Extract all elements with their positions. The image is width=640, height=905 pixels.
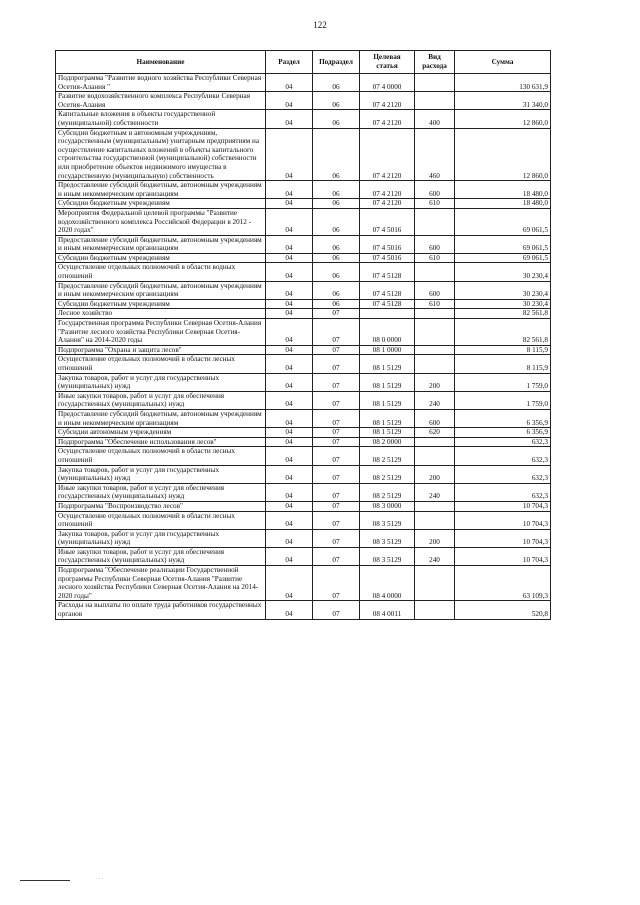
cell-section: 04 <box>266 128 313 181</box>
table-row <box>56 181 551 199</box>
cell-sum: 10 704,3 <box>455 501 551 511</box>
cell-name: Предоставление субсидий бюджетным, автономным учреждениям и иным некоммерческим организациям <box>56 181 266 199</box>
cell-target-article: 07 4 5016 <box>360 208 415 235</box>
cell-expense-type: 200 <box>415 373 455 391</box>
cell-sum: 6 356,9 <box>455 409 551 427</box>
cell-name: Подпрограмма "Воспроизводство лесов" <box>56 501 266 511</box>
cell-expense-type: 240 <box>415 483 455 501</box>
cell-section: 04 <box>266 501 313 511</box>
cell-expense-type: 610 <box>415 299 455 309</box>
cell-target-article: 08 1 5129 <box>360 391 415 409</box>
cell-subsection: 07 <box>313 601 360 619</box>
cell-name: Предоставление субсидий бюджетным, автономным учреждениям и иным некоммерческим организациям <box>56 281 266 299</box>
cell-sum: 10 704,3 <box>455 529 551 547</box>
table-row <box>56 465 551 483</box>
cell-section: 04 <box>266 208 313 235</box>
cell-subsection: 07 <box>313 373 360 391</box>
cell-target-article: 07 4 5016 <box>360 235 415 253</box>
cell-section: 04 <box>266 309 313 319</box>
cell-name: Иные закупки товаров, работ и услуг для обеспечения государственных (муниципальных) нужд <box>56 547 266 565</box>
cell-subsection: 07 <box>313 428 360 438</box>
cell-sum: 69 061,5 <box>455 235 551 253</box>
cell-section: 04 <box>266 253 313 263</box>
cell-name: Капитальные вложения в объекты государственной (муниципальной) собственности <box>56 110 266 128</box>
table-row <box>56 128 551 181</box>
table-row <box>56 483 551 501</box>
cell-section: 04 <box>266 601 313 619</box>
cell-sum: 82 561,8 <box>455 309 551 319</box>
cell-expense-type: 200 <box>415 465 455 483</box>
cell-subsection: 06 <box>313 263 360 281</box>
cell-expense-type <box>415 601 455 619</box>
table-row <box>56 373 551 391</box>
cell-expense-type: 240 <box>415 391 455 409</box>
cell-subsection: 07 <box>313 391 360 409</box>
cell-target-article: 08 1 5129 <box>360 355 415 373</box>
cell-section: 04 <box>266 529 313 547</box>
cell-section: 04 <box>266 281 313 299</box>
cell-expense-type: 240 <box>415 547 455 565</box>
cell-subsection: 07 <box>313 309 360 319</box>
cell-target-article: 08 4 0011 <box>360 601 415 619</box>
cell-subsection: 07 <box>313 319 360 346</box>
cell-sum: 30 230,4 <box>455 263 551 281</box>
cell-subsection: 06 <box>313 281 360 299</box>
header-expense-type: Вид расхода <box>415 51 455 74</box>
cell-expense-type <box>415 511 455 529</box>
cell-expense-type <box>415 92 455 110</box>
cell-target-article: 07 4 5128 <box>360 263 415 281</box>
cell-sum: 30 230,4 <box>455 281 551 299</box>
cell-subsection: 06 <box>313 199 360 209</box>
table-row <box>56 235 551 253</box>
cell-target-article: 08 2 0000 <box>360 437 415 447</box>
cell-expense-type <box>415 208 455 235</box>
cell-name: Иные закупки товаров, работ и услуг для обеспечения государственных (муниципальных) нужд <box>56 483 266 501</box>
cell-sum: 31 340,0 <box>455 92 551 110</box>
cell-name: Осуществление отдельных полномочий в области водных отношений <box>56 263 266 281</box>
table-row <box>56 437 551 447</box>
cell-sum: 63 109,3 <box>455 566 551 601</box>
cell-name: Субсидии автономным учреждениям <box>56 428 266 438</box>
cell-expense-type: 600 <box>415 409 455 427</box>
cell-section: 04 <box>266 199 313 209</box>
cell-subsection: 07 <box>313 465 360 483</box>
cell-name: Субсидии бюджетным учреждениям <box>56 253 266 263</box>
table-row <box>56 92 551 110</box>
table-row <box>56 547 551 565</box>
cell-subsection: 07 <box>313 409 360 427</box>
cell-section: 04 <box>266 409 313 427</box>
table-body <box>56 74 551 620</box>
cell-sum: 18 480,0 <box>455 181 551 199</box>
cell-name: Государственная программа Республики Северная Осетия-Алания "Развитие лесного хозяйства Республики Северная Осетия-Алания" на 2014-2020 годы <box>56 319 266 346</box>
cell-subsection: 06 <box>313 128 360 181</box>
cell-expense-type <box>415 501 455 511</box>
cell-section: 04 <box>266 483 313 501</box>
cell-target-article: 07 4 2120 <box>360 92 415 110</box>
cell-section: 04 <box>266 511 313 529</box>
cell-expense-type <box>415 355 455 373</box>
table-row <box>56 601 551 619</box>
cell-expense-type: 610 <box>415 199 455 209</box>
cell-subsection: 07 <box>313 437 360 447</box>
cell-target-article: 08 1 0000 <box>360 345 415 355</box>
cell-sum: 130 631,9 <box>455 74 551 92</box>
cell-section: 04 <box>266 235 313 253</box>
cell-subsection: 07 <box>313 529 360 547</box>
cell-subsection: 06 <box>313 92 360 110</box>
table-row <box>56 447 551 465</box>
cell-section: 04 <box>266 345 313 355</box>
footer-mark: · · · <box>96 877 104 882</box>
cell-target-article: 08 1 5129 <box>360 373 415 391</box>
cell-subsection: 06 <box>313 253 360 263</box>
cell-sum: 1 759,0 <box>455 391 551 409</box>
cell-target-article: 07 4 5016 <box>360 253 415 263</box>
cell-section: 04 <box>266 299 313 309</box>
cell-target-article: 08 3 5129 <box>360 511 415 529</box>
cell-sum: 10 704,3 <box>455 511 551 529</box>
cell-sum: 69 061,5 <box>455 208 551 235</box>
cell-expense-type: 400 <box>415 110 455 128</box>
table-row <box>56 263 551 281</box>
cell-name: Субсидии бюджетным учреждениям <box>56 199 266 209</box>
cell-expense-type: 620 <box>415 428 455 438</box>
cell-subsection: 06 <box>313 235 360 253</box>
cell-sum: 30 230,4 <box>455 299 551 309</box>
cell-section: 04 <box>266 437 313 447</box>
cell-sum: 12 860,0 <box>455 128 551 181</box>
cell-sum: 632,3 <box>455 437 551 447</box>
cell-expense-type <box>415 566 455 601</box>
cell-name: Предоставление субсидий бюджетным, автономным учреждениям и иным некоммерческим организациям <box>56 235 266 253</box>
cell-target-article: 08 2 5129 <box>360 447 415 465</box>
table-row <box>56 428 551 438</box>
cell-name: Осуществление отдельных полномочий в области лесных отношений <box>56 355 266 373</box>
cell-target-article: 07 4 2120 <box>360 199 415 209</box>
cell-expense-type: 460 <box>415 128 455 181</box>
cell-section: 04 <box>266 373 313 391</box>
cell-expense-type <box>415 437 455 447</box>
footer-rule <box>20 880 70 881</box>
cell-name: Закупка товаров, работ и услуг для государственных (муниципальных) нужд <box>56 373 266 391</box>
cell-subsection: 06 <box>313 299 360 309</box>
cell-subsection: 07 <box>313 355 360 373</box>
cell-expense-type: 200 <box>415 529 455 547</box>
table-row <box>56 319 551 346</box>
cell-section: 04 <box>266 110 313 128</box>
table-row <box>56 511 551 529</box>
table-row <box>56 281 551 299</box>
cell-target-article: 08 3 0000 <box>360 501 415 511</box>
cell-section: 04 <box>266 547 313 565</box>
cell-name: Лесное хозяйство <box>56 309 266 319</box>
cell-expense-type <box>415 74 455 92</box>
cell-section: 04 <box>266 566 313 601</box>
cell-expense-type <box>415 309 455 319</box>
table-row <box>56 409 551 427</box>
cell-section: 04 <box>266 465 313 483</box>
table-row <box>56 74 551 92</box>
table-row <box>56 110 551 128</box>
cell-target-article: 08 2 5129 <box>360 465 415 483</box>
cell-subsection: 06 <box>313 110 360 128</box>
cell-expense-type: 600 <box>415 181 455 199</box>
cell-name: Подпрограмма "Обеспечение использования лесов" <box>56 437 266 447</box>
cell-name: Субсидии бюджетным и автономным учреждениям, государственным (муниципальным) унитарным предприятиям на осуществление капитальных вложений в объекты капитального строительства государственной (муниципальной) собственности или приобретение объектов недвижимого имущества в государственную (муниципальную) собственность <box>56 128 266 181</box>
cell-target-article: 08 0 0000 <box>360 319 415 346</box>
header-sum: Сумма <box>455 51 551 74</box>
cell-expense-type <box>415 263 455 281</box>
cell-target-article: 08 2 5129 <box>360 483 415 501</box>
cell-subsection: 07 <box>313 547 360 565</box>
page-number: 122 <box>313 20 327 30</box>
table-row <box>56 529 551 547</box>
cell-expense-type: 600 <box>415 235 455 253</box>
cell-sum: 632,3 <box>455 483 551 501</box>
table-row <box>56 299 551 309</box>
cell-name: Осуществление отдельных полномочий в области лесных отношений <box>56 447 266 465</box>
cell-sum: 8 115,9 <box>455 345 551 355</box>
table-row <box>56 309 551 319</box>
cell-subsection: 07 <box>313 483 360 501</box>
cell-subsection: 06 <box>313 208 360 235</box>
cell-expense-type: 610 <box>415 253 455 263</box>
table-row <box>56 501 551 511</box>
cell-section: 04 <box>266 355 313 373</box>
cell-name: Расходы на выплаты по оплате труда работников государственных органов <box>56 601 266 619</box>
cell-sum: 8 115,9 <box>455 355 551 373</box>
table-row <box>56 566 551 601</box>
budget-table <box>55 50 551 620</box>
cell-sum: 69 061,5 <box>455 253 551 263</box>
cell-name: Подпрограмма "Развитие водного хозяйства Республики Северная Осетия-Алания " <box>56 74 266 92</box>
cell-expense-type: 600 <box>415 281 455 299</box>
cell-name: Осуществление отдельных полномочий в области лесных отношений <box>56 511 266 529</box>
cell-name: Подпрограмма "Охрана и защита лесов" <box>56 345 266 355</box>
table-row <box>56 391 551 409</box>
cell-subsection: 06 <box>313 74 360 92</box>
cell-target-article: 07 4 2120 <box>360 181 415 199</box>
cell-name: Иные закупки товаров, работ и услуг для обеспечения государственных (муниципальных) нужд <box>56 391 266 409</box>
cell-section: 04 <box>266 428 313 438</box>
cell-subsection: 07 <box>313 447 360 465</box>
header-subsection: Подраздел <box>313 51 360 74</box>
cell-expense-type <box>415 345 455 355</box>
cell-section: 04 <box>266 391 313 409</box>
cell-subsection: 07 <box>313 511 360 529</box>
table-row <box>56 208 551 235</box>
cell-target-article: 07 4 0000 <box>360 74 415 92</box>
cell-name: Подпрограмма "Обеспечение реализации Государственной программы Республики Северная Осетия-Алания "Развитие лесного хозяйства Республики Северная Осетия-Алания на 2014-2020 годы" <box>56 566 266 601</box>
header-target-article: Целевая статья <box>360 51 415 74</box>
cell-name: Субсидии бюджетным учреждениям <box>56 299 266 309</box>
cell-target-article: 08 3 5129 <box>360 547 415 565</box>
table-row <box>56 345 551 355</box>
cell-name: Предоставление субсидий бюджетным, автономным учреждениям и иным некоммерческим организациям <box>56 409 266 427</box>
header-section: Раздел <box>266 51 313 74</box>
cell-sum: 18 480,0 <box>455 199 551 209</box>
cell-name: Закупка товаров, работ и услуг для государственных (муниципальных) нужд <box>56 465 266 483</box>
cell-subsection: 07 <box>313 501 360 511</box>
cell-sum: 12 860,0 <box>455 110 551 128</box>
cell-expense-type <box>415 447 455 465</box>
cell-target-article: 08 3 5129 <box>360 529 415 547</box>
cell-section: 04 <box>266 447 313 465</box>
cell-expense-type <box>415 319 455 346</box>
cell-target-article: 07 4 5128 <box>360 281 415 299</box>
cell-target-article <box>360 309 415 319</box>
cell-subsection: 07 <box>313 566 360 601</box>
cell-target-article: 07 4 2120 <box>360 128 415 181</box>
cell-subsection: 06 <box>313 181 360 199</box>
table-row <box>56 253 551 263</box>
cell-sum: 632,3 <box>455 447 551 465</box>
cell-name: Развитие водохозяйственного комплекса Республики Северная Осетия-Алания <box>56 92 266 110</box>
table-row <box>56 355 551 373</box>
cell-sum: 632,3 <box>455 465 551 483</box>
cell-target-article: 07 4 5128 <box>360 299 415 309</box>
table-row <box>56 199 551 209</box>
cell-name: Мероприятия Федеральной целевой программы "Развитие водохозяйственного комплекса Российской Федерации в 2012 - 2020 годах" <box>56 208 266 235</box>
cell-section: 04 <box>266 263 313 281</box>
cell-target-article: 08 1 5129 <box>360 428 415 438</box>
cell-section: 04 <box>266 74 313 92</box>
cell-sum: 10 704,3 <box>455 547 551 565</box>
cell-target-article: 07 4 2120 <box>360 110 415 128</box>
cell-section: 04 <box>266 92 313 110</box>
cell-subsection: 07 <box>313 345 360 355</box>
cell-sum: 82 561,8 <box>455 319 551 346</box>
header-name: Наименование <box>56 51 266 74</box>
table-header-row <box>56 51 551 74</box>
cell-sum: 520,8 <box>455 601 551 619</box>
cell-section: 04 <box>266 319 313 346</box>
cell-name: Закупка товаров, работ и услуг для государственных (муниципальных) нужд <box>56 529 266 547</box>
cell-target-article: 08 4 0000 <box>360 566 415 601</box>
cell-section: 04 <box>266 181 313 199</box>
cell-target-article: 08 1 5129 <box>360 409 415 427</box>
cell-sum: 6 356,9 <box>455 428 551 438</box>
cell-sum: 1 759,0 <box>455 373 551 391</box>
